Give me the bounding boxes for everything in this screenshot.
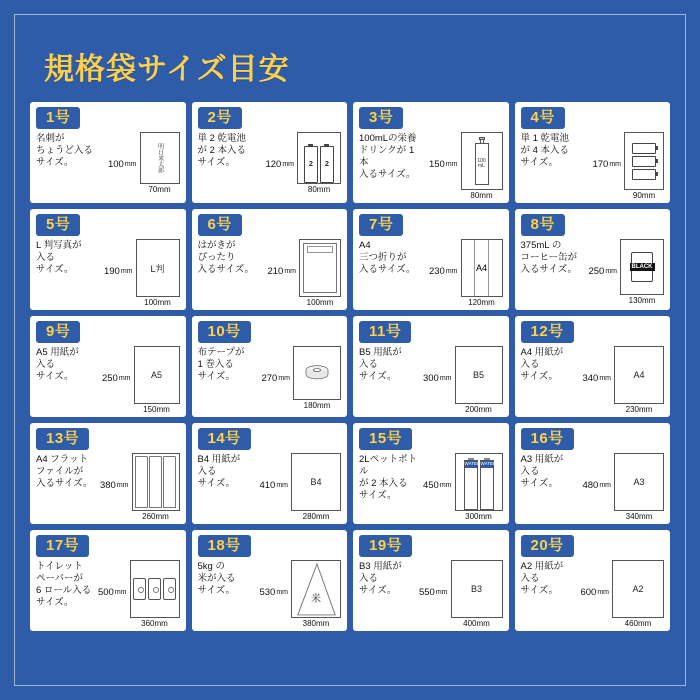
figure-outline — [136, 239, 180, 297]
figure-outline — [299, 239, 341, 297]
figure-outline — [291, 560, 341, 618]
width-value: 340mm — [625, 512, 653, 521]
size-description: A5 用紙が 入る サイズ。 — [36, 347, 79, 383]
battery-pictogram: 2 2 — [304, 133, 334, 183]
drink-bottle-pictogram: 100 mL — [475, 137, 489, 185]
height-measure — [423, 373, 452, 384]
height-value: 250 — [588, 266, 605, 277]
figure-outline — [614, 346, 664, 404]
height-unit: mm — [439, 482, 452, 489]
size-card — [192, 102, 348, 203]
size-figure — [291, 453, 341, 521]
size-figure — [299, 239, 341, 307]
figure-outline — [132, 453, 180, 511]
width-value: 460mm — [624, 619, 652, 628]
figure-outline — [130, 560, 180, 618]
paper-label: L判 — [150, 263, 165, 274]
height-measure — [423, 480, 452, 491]
height-measure — [580, 587, 609, 598]
size-figure — [136, 239, 180, 307]
height-unit: mm — [599, 375, 611, 382]
width-value: 230mm — [625, 405, 653, 414]
size-card — [353, 209, 509, 310]
size-badge: 1号 — [36, 107, 80, 129]
size-card — [515, 530, 671, 631]
pet-bottle-pictogram: WATER WATER — [464, 454, 494, 510]
size-description: 100mLの栄養 ドリンクが 1 本 入るサイズ。 — [359, 133, 417, 181]
height-measure — [261, 373, 290, 384]
width-value: 400mm — [463, 619, 490, 628]
width-value: 300mm — [465, 512, 492, 521]
size-figure — [461, 239, 503, 307]
height-unit: mm — [124, 161, 137, 168]
height-measure — [592, 159, 621, 170]
size-card — [30, 316, 186, 417]
height-unit: mm — [118, 375, 131, 382]
size-figure — [130, 560, 180, 628]
width-value: 360mm — [141, 619, 168, 628]
height-value: 150 — [428, 159, 445, 170]
height-unit: mm — [276, 589, 288, 596]
size-badge: 6号 — [198, 214, 242, 236]
paper-label: B4 — [310, 477, 322, 487]
size-description: 単 2 乾電池 が 2 本入る サイズ。 — [197, 133, 247, 169]
height-measure — [582, 480, 611, 491]
size-description: L 判写真が 入る サイズ。 — [36, 240, 82, 276]
figure-outline — [461, 132, 503, 190]
height-value: 120 — [265, 159, 282, 170]
height-measure — [588, 266, 617, 277]
size-card — [192, 423, 348, 524]
height-value: 170 — [592, 159, 609, 170]
paper-label: A3 — [633, 477, 645, 487]
height-value: 210 — [267, 266, 284, 277]
height-unit: mm — [445, 268, 458, 275]
size-badge: 2号 — [198, 107, 242, 129]
size-card — [192, 530, 348, 631]
size-badge: 14号 — [198, 428, 251, 450]
height-measure — [419, 587, 448, 598]
size-description: B5 用紙が 入る サイズ。 — [359, 347, 402, 383]
size-description: A4 三つ折りが 入るサイズ。 — [359, 240, 416, 276]
size-figure — [455, 453, 503, 521]
height-value: 230 — [428, 266, 445, 277]
height-unit: mm — [120, 268, 133, 275]
height-unit: mm — [435, 589, 448, 596]
width-value: 120mm — [468, 298, 495, 307]
size-description: はがきが ぴったり 入るサイズ。 — [197, 240, 255, 276]
height-unit: mm — [609, 161, 621, 168]
size-badge: 20号 — [521, 535, 574, 557]
height-unit: mm — [114, 589, 127, 596]
size-figure — [614, 346, 664, 414]
size-card — [30, 102, 186, 203]
width-value: 90mm — [632, 191, 656, 200]
size-card — [515, 423, 671, 524]
width-value: 130mm — [628, 296, 656, 305]
paper-label: B5 — [472, 370, 484, 380]
size-badge: 11号 — [359, 321, 411, 343]
size-badge: 5号 — [36, 214, 80, 236]
size-figure — [451, 560, 503, 628]
size-description: トイレット ペーパーが 6 ロール入る サイズ。 — [36, 561, 92, 609]
size-badge: 19号 — [359, 535, 412, 557]
width-value: 150mm — [143, 405, 170, 414]
size-figure — [293, 346, 341, 410]
coffee-can-pictogram: BLACK — [631, 252, 653, 282]
height-unit: mm — [439, 375, 452, 382]
height-value: 380 — [99, 480, 116, 491]
size-card — [353, 316, 509, 417]
width-value: 80mm — [307, 185, 331, 194]
figure-outline — [140, 132, 180, 184]
paper-label: B3 — [470, 584, 482, 594]
size-figure — [624, 132, 664, 200]
height-value: 530 — [259, 587, 276, 598]
height-measure — [429, 266, 458, 277]
figure-outline — [614, 453, 664, 511]
size-card — [515, 102, 671, 203]
size-card — [192, 316, 348, 417]
trifold-pictogram: A4 — [462, 240, 502, 296]
size-badge: 13号 — [36, 428, 89, 450]
height-measure — [259, 480, 288, 491]
size-figure — [612, 560, 664, 628]
width-value: 200mm — [465, 405, 492, 414]
height-value: 340 — [582, 373, 599, 384]
size-description: A2 用紙が 入る サイズ。 — [520, 561, 564, 597]
figure-outline — [612, 560, 664, 618]
size-description: 単 1 乾電池 が 4 本入る サイズ。 — [520, 133, 570, 169]
height-value: 250 — [101, 373, 118, 384]
size-badge: 7号 — [359, 214, 403, 236]
size-card — [30, 423, 186, 524]
size-badge: 17号 — [36, 535, 89, 557]
figure-outline — [134, 346, 180, 404]
height-measure — [102, 373, 131, 384]
height-measure — [259, 587, 288, 598]
height-unit: mm — [116, 482, 129, 489]
width-value: 260mm — [142, 512, 169, 521]
size-figure — [297, 132, 341, 194]
height-measure — [267, 266, 296, 277]
size-description: 2Lペットボトル が 2 本入る サイズ。 — [359, 454, 418, 502]
width-value: 280mm — [302, 512, 330, 521]
figure-outline — [455, 346, 503, 404]
width-value: 180mm — [303, 401, 331, 410]
size-card — [192, 209, 348, 310]
figure-outline — [451, 560, 503, 618]
figure-outline — [620, 239, 664, 295]
size-description: B3 用紙が 入る サイズ。 — [359, 561, 402, 597]
flat-file-pictogram — [133, 454, 179, 510]
height-unit: mm — [445, 161, 458, 168]
height-measure — [108, 159, 137, 170]
size-card — [515, 209, 671, 310]
size-description: 名刺が ちょうど入る サイズ。 — [36, 133, 94, 169]
size-badge: 4号 — [521, 107, 565, 129]
size-badge: 10号 — [198, 321, 251, 343]
size-badge: 12号 — [521, 321, 574, 343]
figure-outline — [297, 132, 341, 184]
height-unit: mm — [282, 161, 294, 168]
battery-pictogram — [632, 133, 656, 189]
toilet-paper-pictogram — [133, 561, 176, 617]
height-value: 100 — [107, 159, 124, 170]
size-description: 5kg の 米が入る サイズ。 — [197, 561, 236, 597]
business-card-text: 明日来太郎 — [156, 143, 163, 173]
size-badge: 15号 — [359, 428, 412, 450]
width-value: 380mm — [302, 619, 330, 628]
size-card — [353, 102, 509, 203]
figure-outline — [291, 453, 341, 511]
paper-label: A2 — [632, 584, 644, 594]
height-value: 550 — [418, 587, 435, 598]
height-value: 450 — [422, 480, 439, 491]
width-value: 70mm — [148, 185, 171, 194]
height-unit: mm — [284, 268, 296, 275]
size-description: A3 用紙が 入る サイズ。 — [520, 454, 564, 490]
paper-label: A5 — [150, 370, 162, 380]
height-value: 500 — [97, 587, 114, 598]
height-unit: mm — [599, 482, 611, 489]
height-value: 410 — [259, 480, 276, 491]
size-description: A4 用紙が 入る サイズ。 — [520, 347, 564, 383]
height-value: 300 — [422, 373, 439, 384]
width-value: 80mm — [470, 191, 493, 200]
height-measure — [104, 266, 133, 277]
size-figure — [461, 132, 503, 200]
figure-outline — [624, 132, 664, 190]
height-unit: mm — [605, 268, 617, 275]
size-description: A4 フラット ファイルが 入るサイズ。 — [36, 454, 93, 490]
size-figure — [455, 346, 503, 414]
rice-bag-pictogram: 米 — [292, 561, 340, 617]
size-card — [515, 316, 671, 417]
size-badge: 16号 — [521, 428, 574, 450]
height-unit: mm — [278, 375, 290, 382]
size-figure — [614, 453, 664, 521]
figure-outline — [293, 346, 341, 400]
size-description: B4 用紙が 入る サイズ。 — [197, 454, 241, 490]
size-card — [353, 423, 509, 524]
height-measure — [429, 159, 458, 170]
size-card — [30, 209, 186, 310]
height-value: 600 — [580, 587, 597, 598]
height-unit: mm — [597, 589, 609, 596]
size-description: 375mL の コーヒー缶が 入るサイズ。 — [520, 240, 578, 276]
size-figure — [291, 560, 341, 628]
size-badge: 18号 — [198, 535, 251, 557]
height-measure — [582, 373, 611, 384]
size-figure — [132, 453, 180, 521]
size-description: 布テープが 1 巻入る サイズ。 — [197, 347, 245, 383]
size-figure — [620, 239, 664, 305]
height-value: 190 — [103, 266, 120, 277]
page-title: 規格袋サイズ目安 — [44, 53, 290, 86]
height-measure — [98, 587, 127, 598]
height-unit: mm — [276, 482, 288, 489]
size-card — [353, 530, 509, 631]
height-value: 270 — [261, 373, 278, 384]
width-value: 100mm — [144, 298, 171, 307]
size-badge: 8号 — [521, 214, 565, 236]
postcard-pictogram — [303, 243, 336, 292]
size-badge: 3号 — [359, 107, 403, 129]
height-measure — [265, 159, 294, 170]
size-card — [30, 530, 186, 631]
size-figure — [134, 346, 180, 414]
height-measure — [100, 480, 129, 491]
figure-outline — [455, 453, 503, 511]
figure-outline — [461, 239, 503, 297]
height-value: 480 — [582, 480, 599, 491]
paper-label: A4 — [633, 370, 645, 380]
size-figure — [140, 132, 180, 194]
size-grid — [22, 102, 678, 631]
size-badge: 9号 — [36, 321, 80, 343]
width-value: 100mm — [306, 298, 334, 307]
tape-roll-pictogram — [302, 362, 332, 384]
